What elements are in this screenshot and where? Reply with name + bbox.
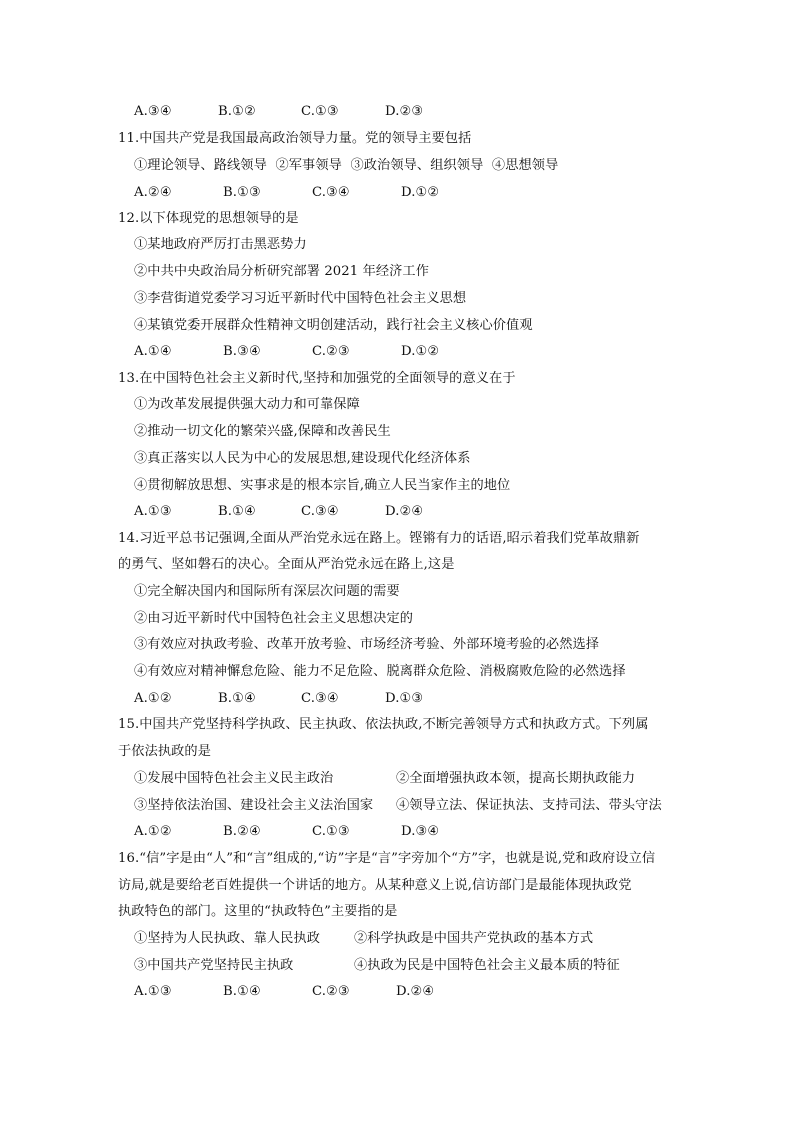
choice-d: D.②④: [396, 984, 435, 999]
choice-a: A.③④: [134, 104, 172, 119]
choice-a: A.①③: [134, 984, 172, 999]
q12-option-3: ③李营街道党委学习习近平新时代中国特色社会主义思想: [134, 291, 467, 306]
choice-b: B.②④: [223, 824, 261, 839]
choice-d: D.②③: [385, 104, 424, 119]
q14-option-4: ④有效应对精神懈怠危险、能力不足危险、脱离群众危险、消极腐败危险的必然选择: [134, 664, 626, 679]
choice-c: C.②③: [312, 984, 350, 999]
q16-stem-line-3: 执政特色的部门。这里的“执政特色”主要指的是: [118, 904, 398, 919]
q12-stem: 12.以下体现党的思想领导的是: [118, 211, 299, 226]
choice-a: A.②④: [134, 185, 172, 200]
choice-c: C.③④: [312, 185, 350, 200]
choice-d: D.③④: [401, 824, 440, 839]
choice-c: C.③④: [301, 504, 339, 519]
q14-option-3: ③有效应对执政考验、改革开放考验、市场经济考验、外部环境考验的必然选择: [134, 637, 600, 652]
q15-stem-line-2: 于依法执政的是: [118, 744, 212, 759]
q16-option-2: ②科学执政是中国共产党执政的基本方式: [354, 931, 594, 946]
q14-stem-line-1: 14.习近平总书记强调,全面从严治党永远在路上。铿锵有力的话语,昭示着我们党革故鼎新: [118, 531, 640, 546]
q16-option-4: ④执政为民是中国特色社会主义最本质的特征: [354, 958, 620, 973]
choice-d: D.①②: [401, 344, 440, 359]
q15-option-3: ③坚持依法治国、建设社会主义法治国家: [134, 798, 374, 813]
choice-b: B.①④: [218, 691, 256, 706]
choice-d: D.①③: [385, 691, 424, 706]
q16-stem-line-2: 访局,就是要给老百姓提供一个讲话的地方。从某种意义上说,信访部门是最能体现执政党: [118, 878, 632, 893]
choice-d: D.②④: [385, 504, 424, 519]
q15-option-2: ②全面增强执政本领，提高长期执政能力: [396, 771, 636, 786]
choice-b: B.①③: [223, 185, 261, 200]
q13-option-3: ③真正落实以人民为中心的发展思想,建设现代化经济体系: [134, 451, 471, 466]
q16-option-3: ③中国共产党坚持民主执政: [134, 958, 294, 973]
choice-b: B.①②: [218, 104, 256, 119]
choice-a: A.①②: [134, 824, 172, 839]
q12-option-1: ①某地政府严厉打击黑恶势力: [134, 237, 307, 252]
q14-option-1: ①完全解决国内和国际所有深层次问题的需要: [134, 584, 400, 599]
q16-stem-line-1: 16.“信”字是由“人”和“言”组成的,“访”字是“言”字旁加个“方”字，也就是说,党和政府设立信: [118, 851, 656, 866]
choice-a: A.①②: [134, 691, 172, 706]
choice-a: A.①④: [134, 344, 172, 359]
choice-c: C.①③: [312, 824, 350, 839]
q13-option-1: ①为改革发展提供强大动力和可靠保障: [134, 397, 360, 412]
choice-b: B.③④: [223, 344, 261, 359]
choice-c: C.②③: [312, 344, 350, 359]
q15-option-4: ④领导立法、保证执法、支持司法、带头守法: [396, 798, 662, 813]
choice-b: B.①④: [218, 504, 256, 519]
choice-c: C.①③: [301, 104, 339, 119]
q12-option-2: ②中共中央政治局分析研究部署 2021 年经济工作: [134, 264, 430, 279]
choice-a: A.①③: [134, 504, 172, 519]
q15-stem-line-1: 15.中国共产党坚持科学执政、民主执政、依法执政,不断完善领导方式和执政方式。下列属: [118, 717, 649, 732]
q11-stem: 11.中国共产党是我国最高政治领导力量。党的领导主要包括: [118, 131, 472, 146]
q11-options: ①理论领导、路线领导 ②军事领导 ③政治领导、组织领导 ④思想领导: [134, 158, 559, 173]
q14-option-2: ②由习近平新时代中国特色社会主义思想决定的: [134, 611, 414, 626]
q13-option-4: ④贯彻解放思想、实事求是的根本宗旨,确立人民当家作主的地位: [134, 478, 511, 493]
q14-stem-line-2: 的勇气、坚如磐石的决心。全面从严治党永远在路上,这是: [118, 557, 455, 572]
choice-c: C.③④: [301, 691, 339, 706]
q15-option-1: ①发展中国特色社会主义民主政治: [134, 771, 334, 786]
choice-d: D.①②: [401, 185, 440, 200]
q16-option-1: ①坚持为人民执政、靠人民执政: [134, 931, 321, 946]
choice-b: B.①④: [223, 984, 261, 999]
q12-option-4: ④某镇党委开展群众性精神文明创建活动，践行社会主义核心价值观: [134, 318, 533, 333]
q13-stem: 13.在中国特色社会主义新时代,坚持和加强党的全面领导的意义在于: [118, 371, 516, 386]
q13-option-2: ②推动一切文化的繁荣兴盛,保障和改善民生: [134, 424, 391, 439]
